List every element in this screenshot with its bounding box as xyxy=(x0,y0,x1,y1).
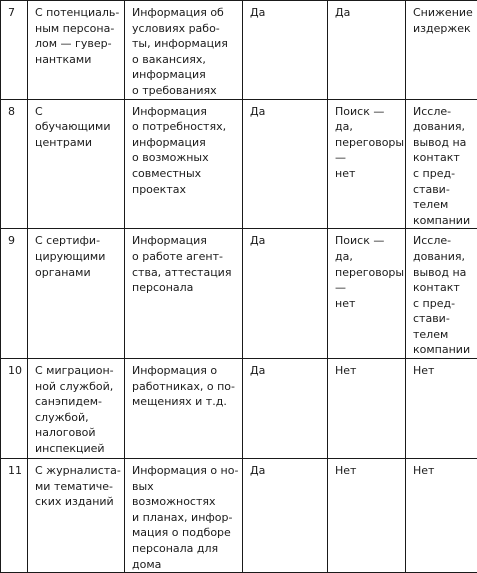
row-number: 11 xyxy=(1,459,28,573)
row-number: 10 xyxy=(1,359,28,459)
info-cell: Информация о работниках, о по- мещениях и т.д. xyxy=(125,359,243,459)
col3-cell: Да xyxy=(243,359,328,459)
info-cell: Информация о но- вых возможностях и планах, инфор- мация о подборе персонала для дома xyxy=(125,459,243,573)
col4-cell: Да xyxy=(328,1,406,100)
partner-cell: С сертифи- цирующими органами xyxy=(28,229,125,359)
table-row xyxy=(1,1,477,100)
col5-cell: Нет xyxy=(406,459,477,573)
partner-cell: С миграцион- ной службой, санэпидем- службой, налоговой инспекцией xyxy=(28,359,125,459)
col5-cell: Иссле- дования, вывод на контакт с пред- стави- телем компании xyxy=(406,99,477,229)
partner-cell: С потенциаль- ным персона- лом — гувер- нантками xyxy=(28,1,125,100)
table-row xyxy=(1,99,477,229)
row-number: 9 xyxy=(1,229,28,359)
col4-cell: Нет xyxy=(328,459,406,573)
partner-cell: С журналиста- ми тематиче- ских изданий xyxy=(28,459,125,573)
partner-cell: С обучающими центрами xyxy=(28,99,125,229)
col3-cell: Да xyxy=(243,229,328,359)
col4-cell: Поиск — да, переговоры — нет xyxy=(328,99,406,229)
col4-cell: Поиск — да, переговоры — нет xyxy=(328,229,406,359)
col5-cell: Снижение издержек xyxy=(406,1,477,100)
col3-cell: Да xyxy=(243,459,328,573)
table-row xyxy=(1,459,477,573)
info-cell: Информация об условиях рабо- ты, информация о вакансиях, информация о требованиях xyxy=(125,1,243,100)
row-number: 7 xyxy=(1,1,28,100)
info-cell: Информация о работе агент- ства, аттестация персонала xyxy=(125,229,243,359)
col3-cell: Да xyxy=(243,99,328,229)
col5-cell: Иссле- дования, вывод на контакт с пред- стави- телем компании xyxy=(406,229,477,359)
table-row xyxy=(1,229,477,359)
info-cell: Информация о потребностях, информация о возможных совместных проектах xyxy=(125,99,243,229)
col3-cell: Да xyxy=(243,1,328,100)
row-number: 8 xyxy=(1,99,28,229)
col5-cell: Нет xyxy=(406,359,477,459)
table-row xyxy=(1,359,477,459)
col4-cell: Нет xyxy=(328,359,406,459)
